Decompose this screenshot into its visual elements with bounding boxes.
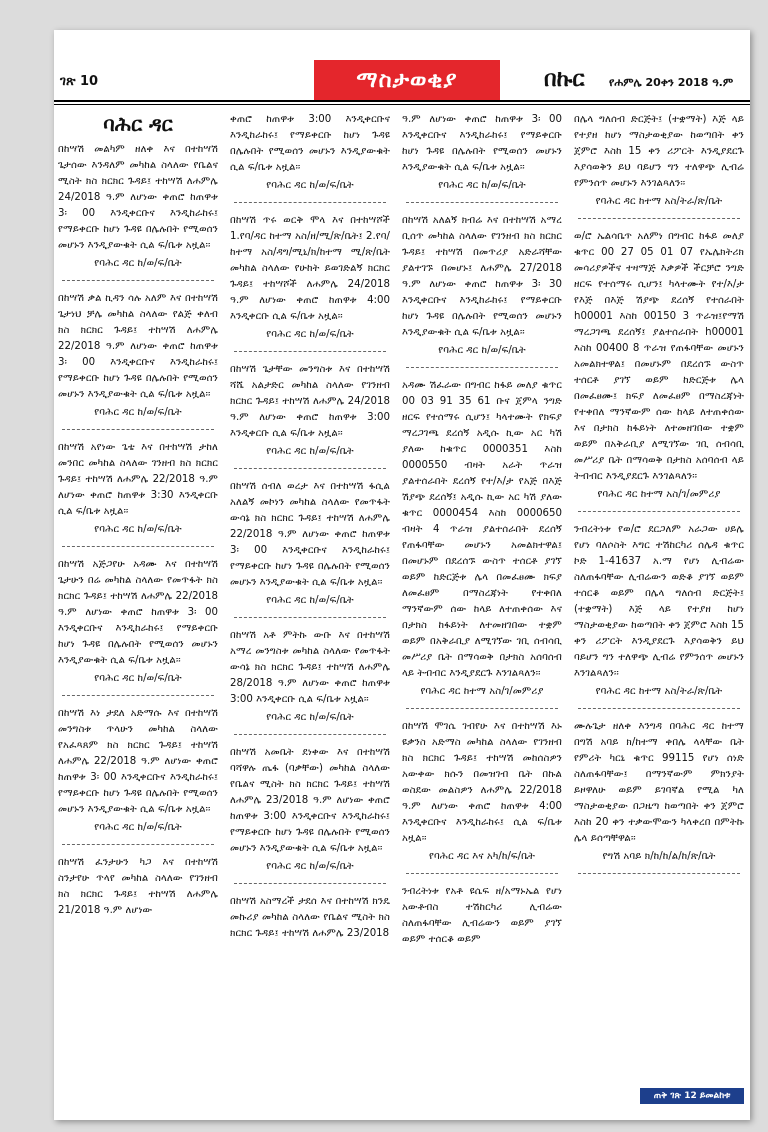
publication-date: የሐምሌ 20ቀን 2018 ዓ.ም — [609, 76, 734, 89]
notice-text: በከሣሽ ፈንታሁን ካጋ እና በተከሣሽ ስንታየሁ ጥላየ መካከል ስላለው የገንዘብ ክስ ክርክር ጉዳይ፤ ተከሣሽ ለሐምሌ 21/2018 ዓ.ም ለሆነው — [58, 857, 218, 916]
notice-separator — [234, 351, 386, 352]
notice-separator — [406, 873, 558, 874]
notice-signature: የባሕር ዳር ከ/ወ/ፍ/ቤት — [438, 345, 526, 356]
notice-separator — [234, 617, 386, 618]
notice-signature: የባሕር ዳር ከ/ወ/ፍ/ቤት — [94, 673, 182, 684]
header-rule — [54, 100, 750, 102]
notice-signature: የባሕር ዳር ከ/ወ/ፍ/ቤት — [438, 180, 526, 191]
notice-separator — [234, 202, 386, 203]
notice-text: ሙሉጌታ ዘለቀ እንግዳ በባሕር ዳር ከተማ በግሽ አባይ ክ/ከተማ ቀበሌ ላላቸው ቤት የምሪት ካርኒ ቁጥር 99115 የሆነ ሰነድ ስለጠፋባቸው፤ በማንኛውም ምክንያት ይዞዋለሁ ወይም ይገባኛል የሚል ካለ ማስታወቂያው በጋዜጣ ከወጣበት ቀን ጀምሮ እስከ 20 ቀን ተቃውሞውን ካላቀረበ በምትኩ ሌላ ይሰጣቸዋል፡፡ — [574, 721, 744, 844]
notice-signature: የባሕር ዳር ከ/ወ/ፍ/ቤት — [94, 822, 182, 833]
notice-text: ንብረትነቱ የወ/ሮ ደርጋለም አራጋው ሀይሌ የሆነ ባለሶስት እግር ተሽከርካሪ ሰሌዳ ቁጥር ኮድ 1-41637 አ.ማ የሆነ ሊብሬው ስለጠፋባቸው ሊብሬውን ወድቆ ያገኘ ወይም ተሰርቆ ወይም በሌላ ግለሰብ ድርጅት፤ (ተቋማት) እጅ ላይ የተያዘ ከሆነ ማስታወቂያው ከወጣበት ቀን ጀምሮ እስከ 15 ቀን ሪፖርት እንዲያደርጉ እያሳወቅን ይህ ባይሆን ግን ተለዋጭ ሊብሬ የምንሰጥ መሆኑን እንገልጻለን፡፡ — [574, 524, 744, 679]
notice-signature: የባሕር ዳር ከ/ወ/ፍ/ቤት — [94, 258, 182, 269]
notice-text: በከሣሽ ሞገሴ ገብየሁ እና በተከሣሽ እኑ ዩቃንስ አድማስ መካከል ስላለው የገንዘብ ክስ ክርክር ጉዳይ፤ ተከሣሽ መከሰስዎን አውቀው ክሱን በመዝገብ ቤት በኩል ወስደው መልስዎን ለሐምሌ 22/2018 ዓ.ም ለሆነው ቀጠሮ ከጠዋቱ 4:00 እንዲቀርቡና እንዲከራከሩ፤ ሲል ፍ/ቤቱ አዟል፡፡ — [402, 721, 562, 844]
notice-signature: የባሕር ዳር ከተማ አስ/ገ/መምሪያ — [597, 489, 721, 500]
notice-separator — [62, 429, 214, 430]
header-rule-thin — [54, 104, 750, 105]
notice-signature: የባሕር ዳር ከ/ወ/ፍ/ቤት — [94, 407, 182, 418]
notice-separator — [578, 708, 740, 709]
notice-signature: የባሕር ዳር ከተማ አስ/ገ/መምሪያ — [420, 686, 544, 697]
notice-text: በከሣሽ አስማረች ታደሰ እና በተከሣሽ ክንዴ መኩሪያ መካከል ስላለው የቤልና ሚስት ክስ ክርክር ጉዳይ፤ ተከሣሽ ለሐምሌ 23/2018 — [230, 896, 390, 939]
notice-text: በከሣሽ አጅጋየሁ አዳሙ እና በተከሣሽ ጌታሁን በሬ መካከል ስላለው የመጥፋት ክስ ክርክር ጉዳይ፤ ተከሣሽ ለሐምሌ 22/2018 ዓ.ም ለሆነው ቀጠሮ ከጠዋቱ 3፡ 00 እንዲቀርቡና እንዲከራከሩ፤ የማይቀርቡ ከሆነ ጉዳዩ በሌሉበት የሚወሰን መሆኑን እንዲያውቁት ሲል ፍ/ቤቱ አዟል፡፡ — [58, 559, 218, 666]
column-3 — [402, 112, 562, 1112]
notice-signature: የባሕር ዳር ከ/ወ/ፍ/ቤት — [266, 180, 354, 191]
notice-text: ቀጠሮ ከጠዋቱ 3:00 እንዲቀርቡና እንዲከራከሩ፤ የማይቀርቡ ከሆነ ጉዳዩ በሌሉበት የሚወሰን መሆኑን እንዲያውቁት ሲል ፍ/ቤቱ አዟል፡፡ — [230, 114, 390, 173]
notice-separator — [62, 546, 214, 547]
notice-text: በከሣሽ እነ ታደለ አድማሱ እና በተከሣሽ መንግስቱ ጥላሁን መካከል ስላለው የአፈጻጸም ክስ ክርክር ጉዳይ፤ ተከሣሽ ለሐምሌ 22/2018 ዓ.ም ለሆነው ቀጠሮ ከጠዋቱ 3፡ 00 እንዲቀርቡና እንዲከራከሩ፤ የማይቀርቡ ከሆነ ጉዳዩ በሌሉበት የሚወሰን መሆኑን እንዲያውቁት ሲል ፍ/ቤቱ አዟል፡፡ — [58, 708, 218, 815]
notice-text: በሌላ ግለሰብ ድርጅት፤ (ተቋማት) እጅ ላይ የተያዘ ከሆነ ማስታወቂያው ከወጣበት ቀን ጀምሮ እስከ 15 ቀን ሪፖርት እንዲያደርጉ እያሳወቅን ይህ ባይሆን ግን ተለዋጭ ሊብሬ የምንሰጥ መሆኑን እንገልጻለን፡፡ — [574, 114, 744, 189]
notice-columns — [54, 112, 750, 1112]
section-banner: ማስታወቂያ — [314, 60, 500, 100]
notice-separator — [62, 844, 214, 845]
notice-separator — [234, 883, 386, 884]
notice-separator — [406, 367, 558, 368]
notice-signature: የባሕር ዳር ከ/ወ/ፍ/ቤት — [266, 861, 354, 872]
notice-signature: የባሕር ዳር እና አካ/ከ/ፍ/ቤት — [428, 851, 535, 862]
notice-text: ንብረትነቱ የአቶ ዩሴፍ ዘ/አማኑኤል የሆነ አውቶብስ ተሽከርካሪ ሊብሬው ስለጠፋባቸው ሊብሬውን ወይም ያገኘ ወይም ተሰርቆ ወይም — [402, 886, 562, 945]
notice-text: በከሣሽ አየነው ጌቴ እና በተከሣሽ ታከለ መንበር መካከል ስላለው ገንዘብ ክስ ክርክር ጉዳይ፤ ተከሣሽ ለሐምሌ 22/2018 ዓ.ም ለሆነው ቀጠሮ ከጠዋቱ 3:30 እንዲቀርቡ ሲል ፍ/ቤቱ አዟል፡፡ — [58, 442, 218, 517]
notice-text: በከሣሽ ጌታቸው መንግስቱ እና በተከሣሽ ሻሼ አልታድር መካከል ስላለው የገንዘብ ክርክር ጉዳይ፤ ተከሣሽ ለሐምሌ 24/2018 ዓ.ም ለሆነው ቀጠሮ ከጠዋቱ 3:00 እንዲቀርቡ ሲል ፍ/ቤቱ አዟል፡፡ — [230, 364, 390, 439]
notice-text: በከሣሽ አቶ ምትኩ ውቡ እና በተከሣሽ አማረ መንግስቱ መካከል ስላለው የመጥፋት ውሳኔ ክስ ክርክር ጉዳይ፤ ተከሣሽ ለሐምሌ 28/2018 ዓ.ም ለሆነው ቀጠሮ ከጠዋቱ 3:00 እንዲቀርቡ ሲል ፍ/ቤቱ አዟል፡፡ — [230, 630, 390, 705]
section-title: ባሕር ዳር — [103, 112, 173, 136]
notice-signature: የባሕር ዳር ከ/ወ/ፍ/ቤት — [266, 595, 354, 606]
column-4 — [574, 112, 744, 1112]
column-2 — [230, 112, 390, 1112]
notice-text: አዳሙ ሽፈራው በግብር ከፋይ መለያ ቁጥር 00 03 91 35 61 ቡና ጀምላ ንግድ ዘርፍ የተሰማሩ ሲሆን፤ ካላተሙት የክፍያ ማረጋገጫ ደረሰኝ አዲሱ ኪው አር ካሽ ያለው ከቁጥር 0000351 እስከ 0000550 ብዛት አራት ጥራዝ ያልተሰራበት ደረሰኝ የተ/እ/ታ የአጅ በእጅ ሽያጭ ደረሰኝ፤ አዲሱ ኪው አር ካሽ ያለው ቁጥር 0000454 እስከ 0000650 ብዛት 4 ጥራዝ ያልተሰራበት ደረሰኝ የጠፋባቸው መሆኑን አመልክተዋል፤ በመሆኑም በደረሰኙ ውስጥ ተሰርቶ ያገኘ ወይም ከድርጅቱ ሌላ በመፈፀሙ ክፍያ ለመፈፀም በማስረጃነት የተቀበለ ማንኛውም ሰው ከላይ ለተጠቀሰው እና በታክስ ከፋይነት ለተመዘገበው ተቋም ወይም በአቅራቢያ ለሚገኘው ገቢ ሰብሳቢ መሥሪያ ቤት በማሳወቅ በታክስ አሰባሰብ ላይ ትብብር እንዲያደርጉ እንገልጻለን፡፡ — [402, 380, 562, 679]
notice-text: በከሣሽ አመቤት ደነቀው እና በተከሣሽ ባሻዋሉ ጤፋ (ባቃቸው) መካከል ስላለው የቤልና ሚስት ክስ ክርክር ጉዳይ፤ ተከሣሽ ለሐምሌ 23/2018 ዓ.ም ለሆነው ቀጠሮ ከጠዋቱ 3:00 እንዲቀርቡና እንዲከራከሩ፤ የማይቀርቡ ከሆነ ጉዳዩ በሌሉበት የሚወሰን መሆኑን እንዲያውቁት ሲል ፍ/ቤቱ አዟል፡፡ — [230, 747, 390, 854]
notice-text: በከሣሽ ጥሩ ወርቅ ሞላ እና በተከሣሾች 1.የባ/ዳር ከተማ አስ/ዘ/ሚ/ጽ/ቤት፤ 2.የባ/ከተማ አስ/ዳግ/ሚኒ/ክ/ከተማ ሚ/ጽ/ቤት መካከል ስላለው የሁከት ይወገድልኝ ክርክር ጉዳይ፤ ተከሣሾች ለሐምሌ 24/2018 ዓ.ም ለሆነው ቀጠሮ ከጠዋቱ 4:00 እንዲቀርቡ ሲል ፍ/ቤቱ አዟል፡፡ — [230, 215, 390, 322]
notice-text: ዓ.ም ለሆነው ቀጠሮ ከጠዋቱ 3፡ 00 እንዲቀርቡና እንዲከራከሩ፤ የማይቀርቡ ከሆነ ጉዳዩ በሌሉበት የሚወሰን መሆኑን እንዲያውቁት ሲል ፍ/ቤቱ አዟል፡፡ — [402, 114, 562, 173]
notice-signature: የባሕር ዳር ከተማ አስ/ትራ/ጽ/ቤት — [595, 196, 723, 207]
notice-signature: የግሽ አባይ ክ/ከ/ከ/ል/ከ/ጽ/ቤት — [602, 851, 716, 862]
notice-separator — [578, 873, 740, 874]
notice-separator — [62, 695, 214, 696]
notice-text: በከሣሽ መልካም ዘለቀ እና በተከሣሽ ጌታሰው እንዳለም መካከል ስላለው የቤልና ሚስት ክስ ክርክር ጉዳይ፤ ተከሣሽ ለሐምሌ 24/2018 ዓ.ም ለሆነው ቀጠሮ ከጠዋቱ 3፡ 00 እንዲቀርቡና እንዲከራከሩ፤ የማይቀርቡ ከሆነ ጉዳዩ በሌሉበት የሚወሰን መሆኑን እንዲያውቁት ሲል ፍ/ቤቱ አዟል፡፡ — [58, 144, 218, 251]
notice-text: በከሣሽ ቃል ኪዳን ሳሉ አለም እና በተከሣሽ ጌታነህ ቻሌ መካከል ስላለው የልጅ ቀለብ ክስ ክርክር ጉዳይ፤ ተከሣሽ ለሐምሌ 22/2018 ዓ.ም ለሆነው ቀጠሮ ከጠዋቱ 3፡ 00 እንዲቀርቡና እንዲከራከሩ፤ የማይቀርቡ ከሆነ ጉዳዩ በሌሉበት የሚወሰን መሆኑን እንዲያውቁት ሲል ፍ/ቤቱ አዟል፡፡ — [58, 293, 218, 400]
notice-separator — [406, 202, 558, 203]
notice-text: ወ/ሮ ኤልሳቤጥ አለምነ በግብር ከፋይ መለያ ቁጥር 00 27 05 01 07 የኤሌክትሪክ መሳሪያዎችና ተዛማጅ እቃዎች ችርቻሮ ንግድ ዘርፍ የተሰማሩ ሲሆን፤ ካላተሙት የተ/እ/ታ የእጅ በእጅ ሽያጭ ደረሰኝ የተሰራበት h00001 እስከ 00150 3 ጥራዝ፤የማሽ ማረጋገጫ ደረሰኝ፤ ያልተሰራበት h00001 እስከ 00400 8 ጥራዝ የጠፋባቸው መሆኑን አመልክተዋል፤ በመሆኑም በደረሰኙ ውስጥ ተሰርቶ ያገኘ ወይም ከድርጅቱ ሌላ በመፈፀሙ፤ ክፍያ ለመፈፀም በማስረጃነት የተቀበለ ማንኛውም ሰው ከላይ ለተጠቀሰው እና በታክስ ከፋይነት ለተመዘገበው ተቋም ወይም በአቅራቢያ ለሚገኘው ገቢ ሰብሳቢ መሥሪያ ቤት በማሳወቅ በታክስ አሰባሰብ ላይ ትብብር እንዲያደርጉ እንገልጻለን፡፡ — [574, 231, 744, 482]
notice-separator — [578, 511, 740, 512]
column-1 — [58, 112, 218, 1112]
notice-separator — [234, 468, 386, 469]
masthead-logo: በኩር — [544, 66, 585, 92]
notice-signature: የባሕር ዳር ከ/ወ/ፍ/ቤት — [266, 329, 354, 340]
notice-separator — [234, 734, 386, 735]
continued-tag: ጠቅ ገጽ 12 ይመልከቱ — [640, 1088, 744, 1104]
notice-text: በከሣሽ አለልኝ ክብሬ እና በተከሣሽ አማረ ቢሰጥ መካከል ስላለው የገንዘብ ክስ ክርክር ጉዳይ፤ ተከሣሽ በመጥሪያ አድራሻቸው ያልተገኙ በመሆኑ፤ ለሐምሌ 27/2018 ዓ.ም ለሆነው ቀጠሮ ከጠዋቱ 3፡ 30 እንዲቀርቡና እንዲከራከሩ፤ የማይቀርቡ ከሆነ ጉዳዩ በሌሉበት የሚወሰን መሆኑን እንዲያውቁት ሲል ፍ/ቤቱ አዟል፡፡ — [402, 215, 562, 338]
page-number: ገጽ 10 — [60, 74, 99, 89]
notice-separator — [406, 708, 558, 709]
notice-signature: የባሕር ዳር ከተማ አስ/ትራ/ጽ/ቤት — [595, 686, 723, 697]
notice-signature: የባሕር ዳር ከ/ወ/ፍ/ቤት — [266, 446, 354, 457]
notice-signature: የባሕር ዳር ከ/ወ/ፍ/ቤት — [94, 524, 182, 535]
notice-signature: የባሕር ዳር ከ/ወ/ፍ/ቤት — [266, 712, 354, 723]
notice-text: በከሣሽ ሰብለ ወረታ እና በተከሣሽ ፋሲል አለልኝ መኮነን መካከል ስላለው የመጥፋት ውሳኔ ክስ ክርክር ጉዳይ፤ ተከሣሽ ለሐምሌ 22/2018 ዓ.ም ለሆነው ቀጠሮ ከጠዋቱ 3፡ 00 እንዲቀርቡና እንዲከራከሩ፤ የማይቀርቡ ከሆነ ጉዳዩ በሌሉበት የሚወሰን መሆኑን እንዲያውቁት ሲል ፍ/ቤቱ አዟል፡፡ — [230, 481, 390, 588]
newspaper-page — [54, 30, 750, 1120]
notice-separator — [62, 280, 214, 281]
notice-separator — [578, 218, 740, 219]
